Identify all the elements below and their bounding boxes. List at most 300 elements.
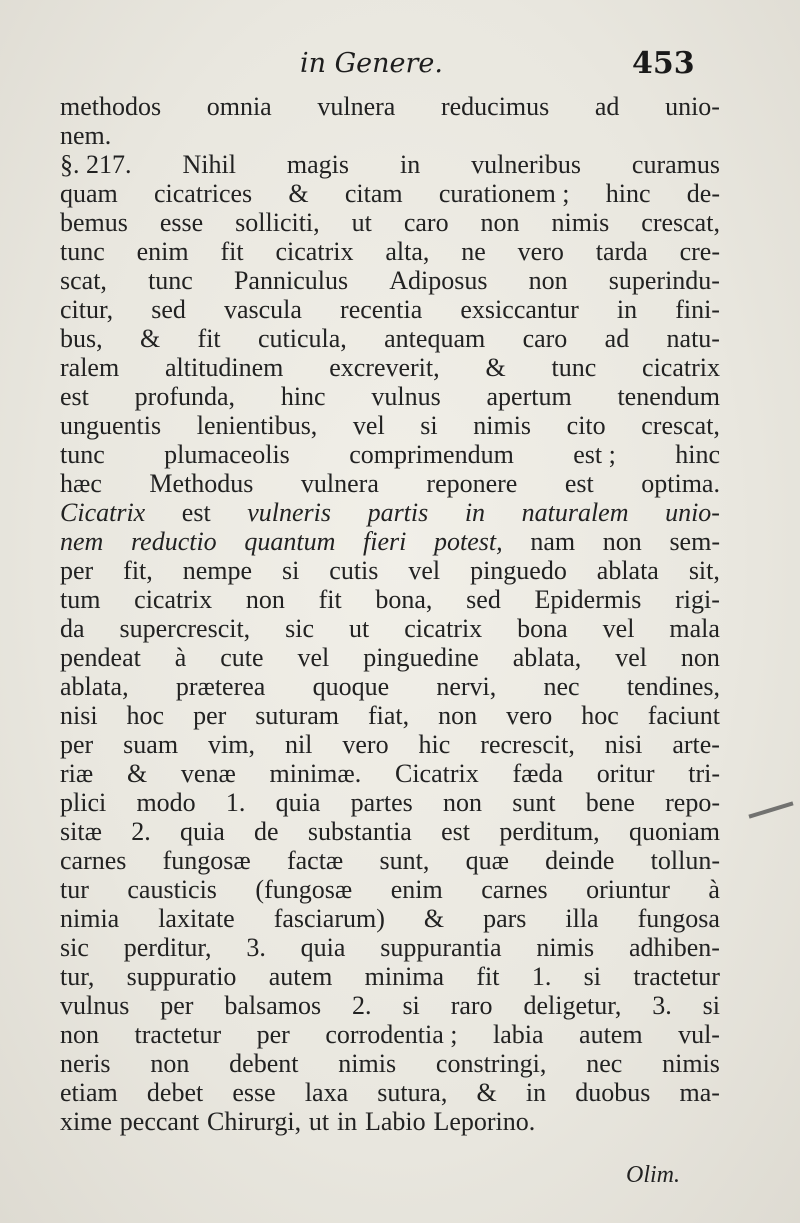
word: non — [480, 208, 520, 237]
word: antequam — [384, 324, 486, 353]
word: Adiposus — [389, 266, 488, 295]
word: etiam — [60, 1078, 118, 1107]
text-line — [60, 527, 720, 556]
text-line — [60, 92, 720, 121]
word: tunc — [60, 237, 105, 266]
word: fungosa — [637, 904, 720, 933]
text-line — [60, 266, 720, 295]
text-line — [60, 672, 720, 701]
word: & — [288, 179, 309, 208]
text-line — [60, 179, 720, 208]
word: non — [245, 585, 285, 614]
word: fieri — [363, 527, 407, 556]
word: cicatrix — [642, 353, 720, 382]
page-header — [0, 44, 800, 90]
word: ut — [308, 1107, 330, 1136]
word: non — [528, 266, 568, 295]
word: reducimus — [440, 92, 550, 121]
word: vel — [352, 411, 385, 440]
word: hæc — [60, 469, 102, 498]
word: carnes — [60, 846, 127, 875]
word: vel — [297, 643, 330, 672]
word: cicatrix — [134, 585, 213, 614]
text-line — [60, 324, 720, 353]
word: est — [441, 817, 471, 846]
text-line — [60, 498, 720, 527]
word: vero — [342, 730, 389, 759]
word: debet — [146, 1078, 204, 1107]
word: corrodentia ; — [325, 1020, 458, 1049]
word: neris — [60, 1049, 111, 1078]
word: apertum — [486, 382, 572, 411]
word: altitudinem — [164, 353, 284, 382]
word: in — [616, 295, 638, 324]
word: substantia — [307, 817, 412, 846]
word: fit — [220, 237, 244, 266]
word: & — [485, 353, 506, 382]
word: quantum — [244, 527, 336, 556]
word: à — [174, 643, 187, 672]
text-line — [60, 382, 720, 411]
text-line — [60, 904, 720, 933]
word: tri- — [688, 759, 720, 788]
word: pinguedine — [363, 643, 479, 672]
word: nisi — [604, 730, 643, 759]
word: ablata, — [60, 672, 129, 701]
word: autem — [579, 1020, 643, 1049]
word: caro — [403, 208, 449, 237]
text-line — [60, 469, 720, 498]
word: fit, — [123, 556, 153, 585]
word: Cicatrix — [394, 759, 479, 788]
word: quia — [179, 817, 225, 846]
word: vel — [408, 556, 441, 585]
text-line — [60, 817, 720, 846]
word: nam — [530, 527, 576, 556]
word: bus, — [60, 324, 103, 353]
word: si — [583, 962, 601, 991]
word: & — [423, 904, 445, 933]
word: Epidermis — [534, 585, 642, 614]
word: autem — [268, 962, 333, 991]
text-line — [60, 759, 720, 788]
word: Panniculus — [233, 266, 349, 295]
text-line — [60, 962, 720, 991]
word: nimia — [60, 904, 120, 933]
word: minimæ. — [269, 759, 362, 788]
text-line — [60, 788, 720, 817]
word: per — [256, 1020, 290, 1049]
word: nervi, — [436, 672, 497, 701]
word: quam — [60, 179, 118, 208]
word: sunt — [512, 788, 556, 817]
word: nem — [60, 527, 104, 556]
text-line — [60, 1078, 720, 1107]
word: cre- — [679, 237, 720, 266]
word: hinc — [675, 440, 720, 469]
word: fit — [318, 585, 342, 614]
word: ut — [351, 208, 372, 237]
word: tarda — [595, 237, 648, 266]
word: riæ — [60, 759, 94, 788]
word: vero — [517, 237, 564, 266]
word: exsiccantur — [460, 295, 579, 324]
word: illa — [565, 904, 599, 933]
word: nimis — [551, 208, 610, 237]
text-line — [60, 991, 720, 1020]
word: tur, — [60, 962, 95, 991]
word: Leporino. — [433, 1107, 536, 1136]
word: minima — [364, 962, 445, 991]
word: vulnera — [317, 92, 396, 121]
word: sem- — [669, 527, 720, 556]
word: causticis — [127, 875, 217, 904]
word: comprimendum — [349, 440, 514, 469]
text-line — [60, 875, 720, 904]
text-line — [60, 846, 720, 875]
word: bona, — [375, 585, 433, 614]
word: sed — [151, 295, 186, 324]
word: tollun- — [650, 846, 720, 875]
word: citam — [344, 179, 403, 208]
word: per — [160, 991, 194, 1020]
word: unio- — [665, 498, 720, 527]
word: vero — [506, 701, 553, 730]
word: & — [476, 1078, 497, 1107]
word: constringi, — [435, 1049, 547, 1078]
word: 2. — [131, 817, 151, 846]
word: nisi — [60, 701, 98, 730]
word: magis — [286, 150, 349, 179]
word: cito — [566, 411, 606, 440]
word: xime — [60, 1107, 112, 1136]
word: non — [150, 1049, 190, 1078]
word: sic — [60, 933, 89, 962]
word: superindu- — [608, 266, 720, 295]
word: Methodus — [149, 469, 254, 498]
word: per — [60, 556, 94, 585]
word: vulnera — [300, 469, 379, 498]
word: recrescit, — [480, 730, 575, 759]
word: tenendum — [617, 382, 720, 411]
word: carnes — [481, 875, 548, 904]
word: supercrescit, — [119, 614, 251, 643]
word: de- — [686, 179, 720, 208]
word: naturalem — [521, 498, 629, 527]
word: reductio — [131, 527, 217, 556]
word: in — [399, 150, 421, 179]
word: crescat, — [641, 411, 720, 440]
word: balsamos — [224, 991, 322, 1020]
text-line — [60, 150, 720, 179]
word: raro — [450, 991, 493, 1020]
word: fiat, — [367, 701, 410, 730]
word: scat, — [60, 266, 107, 295]
word: vulneris — [247, 498, 331, 527]
word: curationem ; — [438, 179, 570, 208]
word: fit — [476, 962, 500, 991]
word: ne — [461, 237, 486, 266]
word: nimis — [536, 933, 595, 962]
word: da — [60, 614, 85, 643]
word: in — [525, 1078, 547, 1107]
word: suam — [123, 730, 179, 759]
text-line — [60, 1049, 720, 1078]
word: vim, — [208, 730, 255, 759]
word: profunda, — [134, 382, 236, 411]
word: deinde — [545, 846, 615, 875]
text-line — [60, 208, 720, 237]
word: & — [126, 759, 148, 788]
word: reponere — [426, 469, 518, 498]
word: tractetur — [134, 1020, 222, 1049]
word: per — [193, 701, 227, 730]
word: & — [139, 324, 161, 353]
word: vul- — [678, 1020, 720, 1049]
text-line — [60, 730, 720, 759]
word: cicatrices — [154, 179, 253, 208]
word: lenientibus, — [196, 411, 318, 440]
word: fasciarum) — [273, 904, 385, 933]
text-line — [60, 614, 720, 643]
word: tendines, — [626, 672, 720, 701]
word: nimis — [662, 1049, 720, 1078]
word: hoc — [126, 701, 165, 730]
word: per — [60, 730, 94, 759]
word: vel — [615, 643, 647, 672]
word: natu- — [666, 324, 720, 353]
word: ad — [594, 92, 620, 121]
word: fungosæ — [162, 846, 251, 875]
word: caro — [522, 324, 568, 353]
word: unio- — [665, 92, 720, 121]
word: hinc — [280, 382, 326, 411]
word: venæ — [180, 759, 236, 788]
word: cuticula, — [258, 324, 347, 353]
word: si — [420, 411, 438, 440]
word: vulnus — [371, 382, 441, 411]
word: plici — [60, 788, 107, 817]
ink-mark — [748, 801, 793, 818]
word: perditur, — [123, 933, 212, 962]
word: duobus — [575, 1078, 651, 1107]
word: bona — [517, 614, 568, 643]
text-line — [60, 701, 720, 730]
word: quia — [300, 933, 346, 962]
word: non — [438, 701, 478, 730]
word: ut — [349, 614, 370, 643]
word: nem. — [60, 121, 112, 150]
word: est — [181, 498, 211, 527]
word: cute — [220, 643, 264, 672]
word: bene — [585, 788, 635, 817]
word: mala — [669, 614, 720, 643]
word: methodos — [60, 92, 162, 121]
word: faciunt — [647, 701, 720, 730]
word: tractetur — [633, 962, 720, 991]
text-line — [60, 411, 720, 440]
word: sed — [466, 585, 501, 614]
word: si — [281, 556, 300, 585]
word: excreverit, — [329, 353, 440, 382]
word: sutura, — [377, 1078, 448, 1107]
text-line — [60, 295, 720, 324]
word: non — [60, 1020, 99, 1049]
text-line — [60, 933, 720, 962]
body-text — [60, 92, 720, 1136]
word: suppuratio — [126, 962, 237, 991]
word: labia — [492, 1020, 544, 1049]
text-line — [60, 1020, 720, 1049]
word: ad — [604, 324, 630, 353]
running-head: in Genere. — [300, 48, 443, 79]
word: §. 217. — [60, 150, 132, 179]
text-line — [60, 1107, 720, 1136]
word: sit, — [688, 556, 720, 585]
word: crescat, — [641, 208, 720, 237]
word: pinguedo — [470, 556, 567, 585]
word: vulnus — [60, 991, 130, 1020]
word: Labio — [364, 1107, 426, 1136]
word: tur — [60, 875, 89, 904]
word: fini- — [675, 295, 720, 324]
word: fæda — [512, 759, 564, 788]
word: 1. — [225, 788, 246, 817]
word: vel — [602, 614, 635, 643]
word: alta, — [385, 237, 430, 266]
word: plumaceolis — [164, 440, 290, 469]
word: curamus — [631, 150, 720, 179]
word: quia — [275, 788, 321, 817]
text-line — [60, 440, 720, 469]
word: Cicatrix — [60, 498, 146, 527]
word: nec — [586, 1049, 623, 1078]
text-line — [60, 643, 720, 672]
word: tunc — [148, 266, 193, 295]
word: cicatrix — [275, 237, 354, 266]
word: enim — [390, 875, 443, 904]
word: tunc — [60, 440, 105, 469]
word: oritur — [596, 759, 655, 788]
word: non — [602, 527, 642, 556]
word: est — [564, 469, 594, 498]
word: modo — [136, 788, 196, 817]
text-line — [60, 353, 720, 382]
word: 3. — [246, 933, 266, 962]
word: 2. — [352, 991, 372, 1020]
word: de — [254, 817, 279, 846]
word: debent — [229, 1049, 299, 1078]
word: potest, — [434, 527, 503, 556]
word: nimis — [338, 1049, 397, 1078]
word: 3. — [652, 991, 672, 1020]
word: hoc — [581, 701, 619, 730]
word: est — [60, 382, 89, 411]
word: recentia — [340, 295, 423, 324]
word: nec — [543, 672, 580, 701]
word: à — [708, 875, 720, 904]
word: unguentis — [60, 411, 162, 440]
text-line — [60, 237, 720, 266]
word: repo- — [665, 788, 720, 817]
word: cicatrix — [404, 614, 483, 643]
word: perditum, — [499, 817, 600, 846]
word: quoque — [312, 672, 390, 701]
word: tunc — [551, 353, 597, 382]
word: in — [464, 498, 486, 527]
word: arte- — [672, 730, 720, 759]
word: hinc — [605, 179, 651, 208]
word: factæ — [286, 846, 344, 875]
word: vulneribus — [471, 150, 581, 179]
word: oriuntur — [586, 875, 670, 904]
word: ma- — [679, 1078, 720, 1107]
word: laxitate — [158, 904, 235, 933]
word: deligetur, — [523, 991, 622, 1020]
text-line — [60, 556, 720, 585]
word: quæ — [465, 846, 509, 875]
word: ralem — [60, 353, 120, 382]
word: præterea — [175, 672, 266, 701]
word: ablata, — [512, 643, 582, 672]
word: cutis — [329, 556, 379, 585]
word: nil — [284, 730, 313, 759]
word: bemus — [60, 208, 128, 237]
word: vascula — [223, 295, 302, 324]
word: 1. — [531, 962, 552, 991]
word: peccant — [119, 1107, 200, 1136]
word: non — [680, 643, 720, 672]
word: hic — [418, 730, 451, 759]
word: partes — [350, 788, 413, 817]
word: omnia — [206, 92, 272, 121]
word: citur, — [60, 295, 114, 324]
word: quoniam — [628, 817, 720, 846]
word: adhiben- — [629, 933, 720, 962]
word: tum — [60, 585, 101, 614]
word: ablata — [596, 556, 659, 585]
word: sitæ — [60, 817, 102, 846]
page-number: 453 — [632, 46, 695, 81]
word: non — [442, 788, 482, 817]
word: rigi- — [675, 585, 720, 614]
word: laxa — [304, 1078, 349, 1107]
word: fit — [197, 324, 221, 353]
word: suturam — [255, 701, 339, 730]
word: nempe — [182, 556, 253, 585]
text-line — [60, 585, 720, 614]
word: enim — [136, 237, 189, 266]
word: pendeat — [60, 643, 141, 672]
word: sunt, — [379, 846, 430, 875]
word: nimis — [473, 411, 532, 440]
word: optima. — [641, 469, 720, 498]
word: sic — [285, 614, 315, 643]
word: in — [336, 1107, 358, 1136]
word: partis — [367, 498, 429, 527]
word: si — [702, 991, 720, 1020]
text-line — [60, 121, 720, 150]
word: pars — [483, 904, 527, 933]
word: si — [402, 991, 420, 1020]
word: (fungosæ — [255, 875, 353, 904]
catchword: Olim. — [626, 1162, 680, 1188]
word: solliciti, — [235, 208, 320, 237]
word: Nihil — [182, 150, 236, 179]
word: est ; — [573, 440, 616, 469]
word: esse — [159, 208, 204, 237]
word: Chirurgi, — [206, 1107, 302, 1136]
